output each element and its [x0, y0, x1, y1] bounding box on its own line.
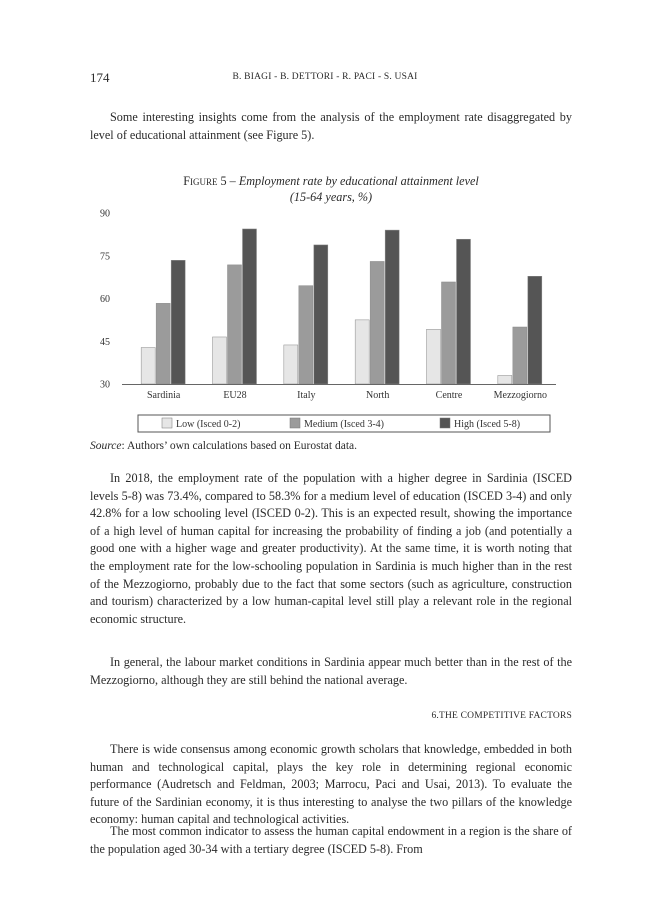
bar-north-high [385, 230, 399, 384]
x-tick-label: Italy [297, 390, 316, 401]
page-number: 174 [90, 70, 110, 85]
figure-caption [90, 173, 572, 205]
legend-swatch [290, 418, 300, 428]
y-tick-label: 45 [100, 336, 110, 348]
x-tick-label: Mezzogiorno [493, 390, 547, 401]
figure-source-note [90, 440, 357, 452]
body-paragraph-employment-2018: In 2018, the employment rate of the population with a higher degree in Sardinia (ISCED levels 5-8) was 73.4%, compared to 58.3% for a medium level of education (ISCED 3-4) and only 42.8% for a low schooling level (ISCED 0-2). This is an expected result, showing the importance of a high level of human capital for increasing the probability of finding a job (and potentially a good one with a higher wage and greater productivity). At the same time, it is worth noting that the employment rate for the low-schooling population in Sardinia is much higher than in the rest of the Mezzogiorno, probably due to the fact that some sectors (such as agriculture, construction and tourism) characterized by a low human-capital level still play a relevant role in the regional economic structure. [90, 471, 572, 626]
section-heading: 6.THE COMPETITIVE FACTORS [431, 711, 572, 721]
bar-sardinia-high [171, 260, 185, 384]
bar-eu28-low [213, 337, 227, 384]
chart-legend [138, 415, 550, 432]
bar-mezzogiorno-low [498, 375, 512, 384]
source-label: Source [90, 440, 122, 452]
bar-mezzogiorno-medium [513, 327, 527, 384]
bar-centre-medium [442, 282, 456, 384]
bar-mezzogiorno-high [528, 276, 542, 384]
body-paragraph-human-capital: The most common indicator to assess the human capital endowment in a region is the share of the population aged 30-34 with a tertiary degree (ISCED 5-8). From [90, 824, 572, 856]
x-tick-label: EU28 [223, 390, 247, 401]
y-axis-ticks [100, 209, 110, 391]
bar-italy-high [314, 245, 328, 384]
bar-centre-low [427, 329, 441, 384]
bar-north-medium [370, 261, 384, 384]
bar-italy-medium [299, 286, 313, 384]
bar-north-low [355, 320, 369, 384]
running-header-authors: B. BIAGI - B. DETTORI - R. PACI - S. USAI [232, 72, 418, 82]
legend-swatch [162, 418, 172, 428]
x-tick-label: Centre [435, 390, 463, 401]
figure-title-line [90, 173, 572, 189]
employment-rate-bar-chart [90, 205, 570, 437]
figure-title: Employment rate by educational attainment level [238, 174, 479, 188]
legend-entry: Low (Isced 0-2) [176, 419, 241, 430]
y-tick-label: 75 [100, 251, 110, 263]
bar-eu28-medium [228, 265, 242, 384]
y-tick-label: 30 [100, 379, 110, 391]
bar-sardinia-low [141, 348, 155, 384]
body-paragraph-labour-market: In general, the labour market conditions in Sardinia appear much better than in the rest of the Mezzogiorno, although they are still behind the national average. [90, 655, 572, 687]
figure-label: Figure 5 [183, 174, 227, 188]
body-paragraph-knowledge: There is wide consensus among economic growth scholars that knowledge, embedded in both human and technological capital, plays the key role in determining regional economic performance (Audretsch and Feldman, 2003; Marrocu, Paci and Usai, 2013). To evaluate the future of the Sardinian economy, it is thus interesting to analyse the two pillars of the knowledge economy: human capital and technological activities. [90, 742, 572, 827]
y-tick-label: 90 [100, 208, 110, 220]
legend-entry: High (Isced 5-8) [454, 419, 521, 430]
bar-centre-high [457, 239, 471, 384]
y-tick-label: 60 [100, 294, 110, 305]
chart-bars [141, 229, 542, 384]
legend-entry: Medium (Isced 3-4) [304, 419, 384, 430]
x-tick-label: Sardinia [147, 390, 181, 401]
source-text: : Authors’ own calculations based on Eurostat data. [121, 440, 357, 452]
bar-italy-low [284, 345, 298, 384]
bar-sardinia-medium [156, 303, 170, 384]
figure-dash: – [226, 174, 239, 188]
figure-subtitle: (15-64 years, %) [289, 190, 373, 204]
bar-eu28-high [243, 229, 257, 384]
x-tick-label: North [365, 390, 390, 401]
legend-swatch [440, 418, 450, 428]
x-axis-labels [147, 390, 547, 401]
intro-paragraph: Some interesting insights come from the analysis of the employment rate disaggregated by level of educational attainment (see Figure 5). [90, 110, 572, 142]
